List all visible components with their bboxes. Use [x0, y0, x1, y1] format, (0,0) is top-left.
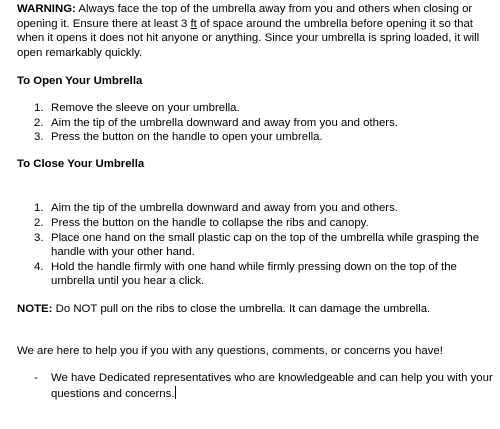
close-step-text: Press the button on the handle to collapse the ribs and canopy. [51, 216, 369, 229]
close-step [17, 216, 495, 231]
open-step [17, 101, 495, 116]
open-heading: To Open Your Umbrella [17, 75, 143, 88]
note-label: NOTE: [17, 302, 53, 315]
text-cursor [175, 386, 176, 399]
close-step [17, 231, 495, 260]
close-step-text: Aim the tip of the umbrella downward and away from you and others. [51, 202, 398, 215]
warning-text-part1: Always face the top of the umbrella away from you and others when closing or opening it. Ensure there at least 3 [17, 3, 473, 30]
warning-text-part2: of space around the umbrella before opening it so that when it opens it does not hit anyone or anything. Since your umbrella is spring loaded, it will open remarkably quickly. [17, 17, 480, 59]
help-bullet-text: We have Dedicated representatives who are knowledgeable and can help you with your questions and concerns. [51, 372, 493, 400]
warning-ft-word: ft [190, 17, 197, 30]
bullet-dash: - [34, 372, 38, 385]
open-step-text: Aim the tip of the umbrella downward and away from you and others. [51, 116, 398, 129]
open-step-number: 2. [34, 116, 44, 129]
close-step-text: Place one hand on the small plastic cap on the top of the umbrella while grasping the handle with your other hand. [51, 231, 480, 259]
help-bullet-list [17, 371, 495, 401]
close-step-text: Hold the handle firmly with one hand while firmly pressing down on the top of the umbrella until you hear a click. [51, 260, 457, 288]
open-step [17, 130, 495, 145]
note-text: Do NOT pull on the ribs to close the umbrella. It can damage the umbrella. [52, 302, 431, 315]
help-bullet-item [17, 371, 495, 401]
warning-paragraph [17, 2, 495, 60]
close-step [17, 260, 495, 289]
close-step-number: 1. [34, 202, 44, 215]
close-steps-list [17, 201, 495, 289]
note-paragraph [17, 302, 495, 317]
close-step-number: 2. [34, 216, 44, 229]
open-step-number: 3. [34, 131, 44, 144]
close-heading: To Close Your Umbrella [17, 157, 145, 170]
close-step-number: 3. [34, 231, 44, 244]
open-step-number: 1. [34, 101, 44, 114]
warning-label: WARNING: [17, 3, 76, 15]
open-step [17, 116, 495, 131]
document-page [17, 2, 495, 401]
open-step-text: Remove the sleeve on your umbrella. [51, 101, 240, 114]
close-step-number: 4. [34, 260, 44, 273]
help-paragraph: We are here to help you if you with any questions, comments, or concerns you have! [17, 344, 443, 357]
open-steps-list [17, 101, 495, 145]
open-step-text: Press the button on the handle to open your umbrella. [51, 131, 323, 144]
close-step [17, 201, 495, 216]
